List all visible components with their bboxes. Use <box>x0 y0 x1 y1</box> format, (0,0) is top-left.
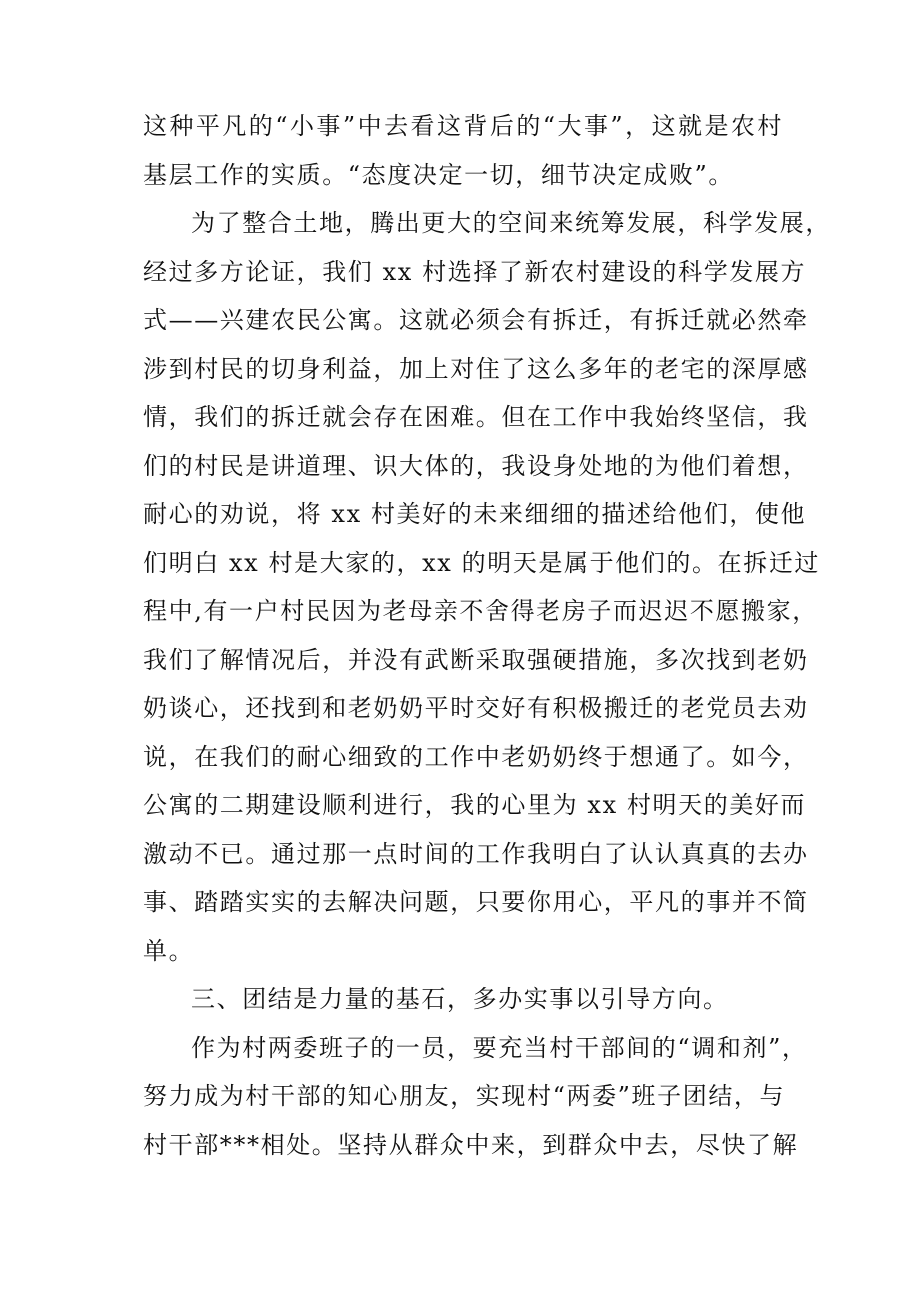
section-heading: 三、团结是力量的基石，多办实事以引导方向。 <box>191 985 729 1013</box>
text-line: 程中,有一户村民因为老母亲不舍得老房子而迟迟不愿搬家， <box>143 597 818 625</box>
text-line: 耐心的劝说，将 xx 村美好的未来细细的描述给他们，使他 <box>143 500 807 528</box>
text-line: 奶谈心，还找到和老奶奶平时交好有积极搬迁的老党员去劝 <box>143 694 809 722</box>
text-line: 单。 <box>143 936 195 965</box>
text-line: 事、踏踏实实的去解决问题，只要你用心，平凡的事并不简 <box>143 888 809 916</box>
paragraph-first-line: 作为村两委班子的一员，要充当村干部间的“调和剂”， <box>191 1033 808 1062</box>
text-line: 们的村民是讲道理、识大体的，我设身处地的为他们着想， <box>143 451 809 480</box>
text-line: 努力成为村干部的知心朋友，实现村“两委”班子团结，与 <box>143 1082 786 1110</box>
text-line: 说，在我们的耐心细致的工作中老奶奶终于想通了。如今， <box>143 742 809 771</box>
text-line: 经过多方论证，我们 xx 村选择了新农村建设的科学发展方 <box>143 257 807 286</box>
text-line: 公寓的二期建设顺利进行，我的心里为 xx 村明天的美好而 <box>143 791 807 819</box>
paragraph-first-line: 为了整合土地，腾出更大的空间来统筹发展，科学发展， <box>191 209 831 237</box>
text-line: 情，我们的拆迁就会存在困难。但在工作中我始终坚信，我 <box>143 403 809 431</box>
text-line: 激动不已。通过那一点时间的工作我明白了认认真真的去办 <box>143 839 809 868</box>
text-line: 涉到村民的切身利益，加上对住了这么多年的老宅的深厚感 <box>143 354 809 383</box>
text-line: 基层工作的实质。“态度决定一切，细节决定成败”。 <box>143 160 734 189</box>
text-line: 我们了解情况后，并没有武断采取强硬措施，多次找到老奶 <box>143 645 809 674</box>
text-line: 们明白 xx 村是大家的，xx 的明天是属于他们的。在拆迁过 <box>143 548 821 577</box>
text-line: 这种平凡的“小事”中去看这背后的“大事”，这就是农村 <box>143 112 783 140</box>
text-line: 式——兴建农民公寓。这就必须会有拆迁，有拆迁就必然牵 <box>143 306 809 334</box>
text-line: 村干部***相处。坚持从群众中来，到群众中去，尽快了解 <box>143 1130 799 1159</box>
body-text <box>143 102 831 1169</box>
